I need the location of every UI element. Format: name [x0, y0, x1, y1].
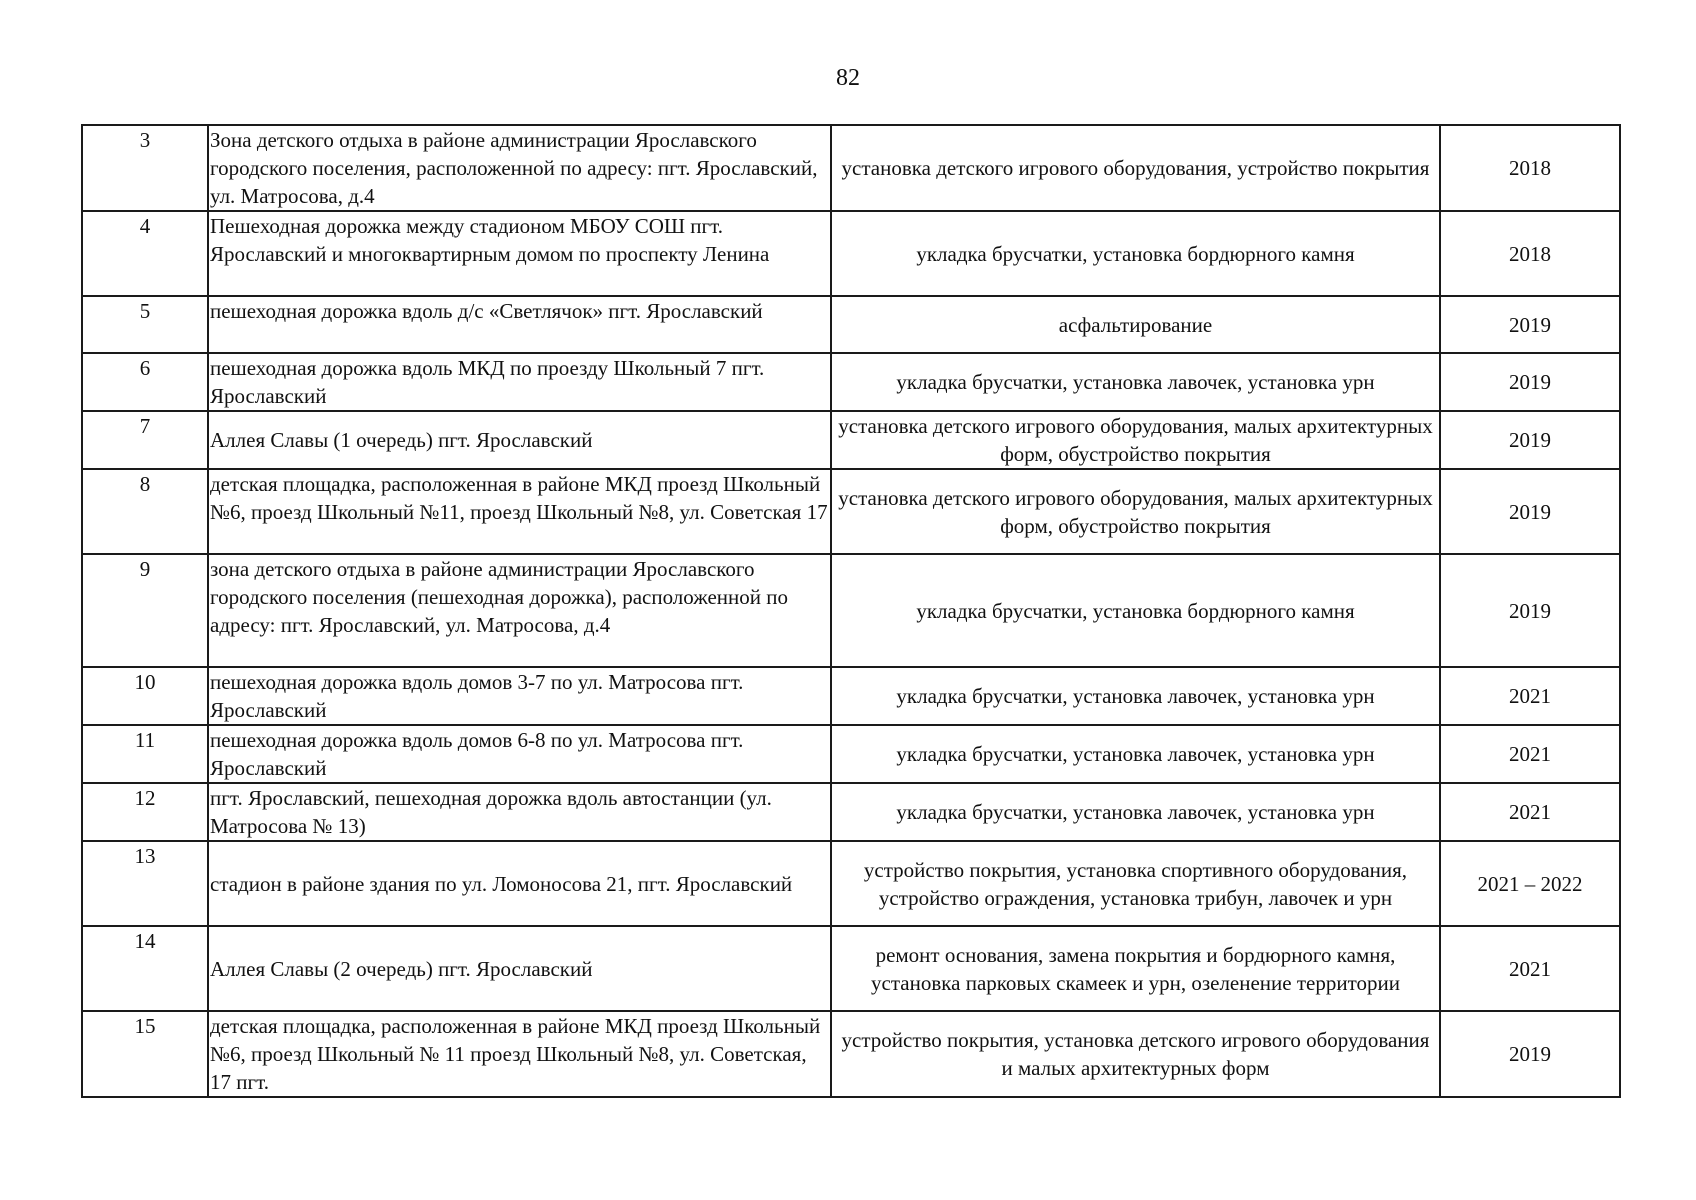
object-name: Пешеходная дорожка между стадионом МБОУ СОШ пгт. Ярославский и многоквартирным домом по проспекту Ленина: [208, 211, 831, 296]
work-description: укладка брусчатки, установка лавочек, установка урн: [831, 667, 1440, 725]
row-number: 12: [82, 783, 208, 841]
work-description: укладка брусчатки, установка лавочек, установка урн: [831, 783, 1440, 841]
work-year: 2019: [1440, 469, 1620, 554]
object-name: пешеходная дорожка вдоль домов 6-8 по ул. Матросова пгт. Ярославский: [208, 725, 831, 783]
object-name: пешеходная дорожка вдоль МКД по проезду Школьный 7 пгт. Ярославский: [208, 353, 831, 411]
page-number: 82: [836, 65, 860, 91]
work-year: 2019: [1440, 1011, 1620, 1097]
work-description: устройство покрытия, установка детского игрового оборудования и малых архитектурных форм: [831, 1011, 1440, 1097]
table-row: [82, 353, 1620, 411]
object-name: стадион в районе здания по ул. Ломоносова 21, пгт. Ярославский: [208, 841, 831, 926]
object-name: пешеходная дорожка вдоль д/с «Светлячок» пгт. Ярославский: [208, 296, 831, 353]
object-name: детская площадка, расположенная в районе МКД проезд Школьный №6, проезд Школьный №11, проезд Школьный №8, ул. Советская 17: [208, 469, 831, 554]
object-name: детская площадка, расположенная в районе МКД проезд Школьный №6, проезд Школьный № 11 проезд Школьный №8, ул. Советская, 17 пгт.: [208, 1011, 831, 1097]
object-name: Зона детского отдыха в районе администрации Ярославского городского поселения, расположенной по адресу: пгт. Ярославский, ул. Матросова, д.4: [208, 125, 831, 211]
work-description: установка детского игрового оборудования, малых архитектурных форм, обустройство покрытия: [831, 411, 1440, 469]
work-description: асфальтирование: [831, 296, 1440, 353]
row-number: 14: [82, 926, 208, 1011]
row-number: 4: [82, 211, 208, 296]
object-name: Аллея Славы (2 очередь) пгт. Ярославский: [208, 926, 831, 1011]
work-year: 2021: [1440, 783, 1620, 841]
object-name: Аллея Славы (1 очередь) пгт. Ярославский: [208, 411, 831, 469]
work-description: ремонт основания, замена покрытия и бордюрного камня, установка парковых скамеек и урн, озеленение территории: [831, 926, 1440, 1011]
work-description: укладка брусчатки, установка бордюрного камня: [831, 211, 1440, 296]
improvement-table-container: [81, 124, 1619, 1098]
table-row: [82, 125, 1620, 211]
table-row: [82, 554, 1620, 667]
row-number: 9: [82, 554, 208, 667]
row-number: 5: [82, 296, 208, 353]
work-year: 2019: [1440, 296, 1620, 353]
row-number: 8: [82, 469, 208, 554]
work-year: 2021: [1440, 926, 1620, 1011]
table-row: [82, 211, 1620, 296]
row-number: 7: [82, 411, 208, 469]
table-row: [82, 841, 1620, 926]
table-row: [82, 783, 1620, 841]
row-number: 15: [82, 1011, 208, 1097]
work-year: 2018: [1440, 125, 1620, 211]
table-row: [82, 667, 1620, 725]
table-row: [82, 926, 1620, 1011]
object-name: зона детского отдыха в районе администрации Ярославского городского поселения (пешеходная дорожка), расположенной по адресу: пгт. Ярославский, ул. Матросова, д.4: [208, 554, 831, 667]
row-number: 13: [82, 841, 208, 926]
table-row: [82, 725, 1620, 783]
work-description: укладка брусчатки, установка бордюрного камня: [831, 554, 1440, 667]
row-number: 3: [82, 125, 208, 211]
work-year: 2021: [1440, 725, 1620, 783]
work-description: укладка брусчатки, установка лавочек, установка урн: [831, 725, 1440, 783]
row-number: 6: [82, 353, 208, 411]
table-row: [82, 296, 1620, 353]
work-year: 2021: [1440, 667, 1620, 725]
improvement-table: [81, 124, 1621, 1098]
work-description: установка детского игрового оборудования, устройство покрытия: [831, 125, 1440, 211]
work-year: 2019: [1440, 353, 1620, 411]
work-description: установка детского игрового оборудования, малых архитектурных форм, обустройство покрытия: [831, 469, 1440, 554]
work-year: 2021 – 2022: [1440, 841, 1620, 926]
object-name: пешеходная дорожка вдоль домов 3-7 по ул. Матросова пгт. Ярославский: [208, 667, 831, 725]
object-name: пгт. Ярославский, пешеходная дорожка вдоль автостанции (ул. Матросова № 13): [208, 783, 831, 841]
work-description: укладка брусчатки, установка лавочек, установка урн: [831, 353, 1440, 411]
row-number: 11: [82, 725, 208, 783]
work-description: устройство покрытия, установка спортивного оборудования, устройство ограждения, установка трибун, лавочек и урн: [831, 841, 1440, 926]
table-row: [82, 469, 1620, 554]
table-row: [82, 1011, 1620, 1097]
work-year: 2019: [1440, 411, 1620, 469]
work-year: 2019: [1440, 554, 1620, 667]
work-year: 2018: [1440, 211, 1620, 296]
table-row: [82, 411, 1620, 469]
row-number: 10: [82, 667, 208, 725]
